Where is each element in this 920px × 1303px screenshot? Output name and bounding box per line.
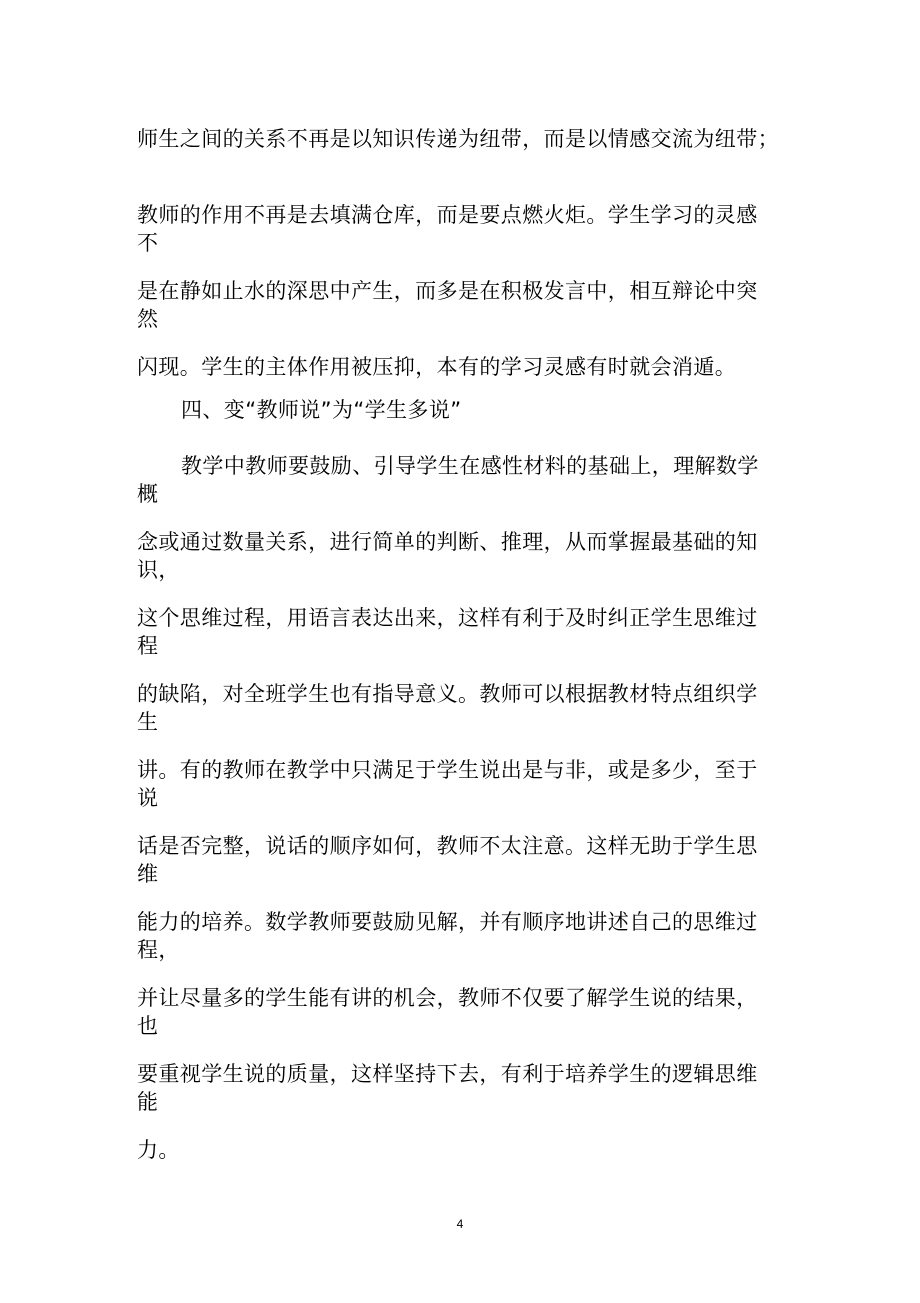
text-line: 这个思维过程，用语言表达出来，这样有利于及时纠正学生思维过: [137, 606, 758, 630]
text-line: 说: [137, 786, 159, 810]
page-number: 4: [456, 1217, 464, 1231]
text-line: 然: [137, 307, 159, 331]
section-heading: 四、变“教师说”为“学生多说”: [181, 398, 462, 422]
text-line: 闪现。学生的主体作用被压抑，本有的学习灵感有时就会消遁。: [137, 355, 737, 379]
text-line: 识，: [137, 558, 180, 582]
text-line: 话是否完整，说话的顺序如何，教师不太注意。这样无助于学生思: [137, 834, 758, 858]
text-line: 力。: [137, 1138, 180, 1162]
text-line: 能力的培养。数学教师要鼓励见解，并有顺序地讲述自己的思维过: [137, 910, 758, 934]
text-line: 是在静如止水的深思中产生，而多是在积极发言中，相互辩论中突: [137, 279, 758, 303]
text-line: 的缺陷，对全班学生也有指导意义。教师可以根据教材特点组织学: [137, 682, 758, 706]
text-line: 概: [137, 482, 159, 506]
text-line: 教师的作用不再是去填满仓库，而是要点燃火炬。学生学习的灵感: [137, 203, 758, 227]
text-line: 要重视学生说的质量，这样坚持下去，有利于培养学生的逻辑思维: [137, 1062, 758, 1086]
text-line: 程，: [137, 938, 180, 962]
text-line: 念或通过数量关系，进行简单的判断、推理，从而掌握最基础的知: [137, 530, 758, 554]
text-line: 程: [137, 634, 159, 658]
text-line: 能: [137, 1090, 159, 1114]
text-line: 并让尽量多的学生能有讲的机会，教师不仅要了解学生说的结果，: [137, 986, 758, 1010]
text-line: 生: [137, 710, 159, 734]
text-line: 也: [137, 1014, 159, 1038]
text-line: 讲。有的教师在教学中只满足于学生说出是与非，或是多少，至于: [137, 758, 758, 782]
text-line: 师生之间的关系不再是以知识传递为纽带，而是以情感交流为纽带；: [137, 127, 779, 151]
text-line: 教学中教师要鼓励、引导学生在感性材料的基础上，理解数学: [181, 454, 759, 478]
text-line: 不: [137, 231, 159, 255]
text-line: 维: [137, 862, 159, 886]
